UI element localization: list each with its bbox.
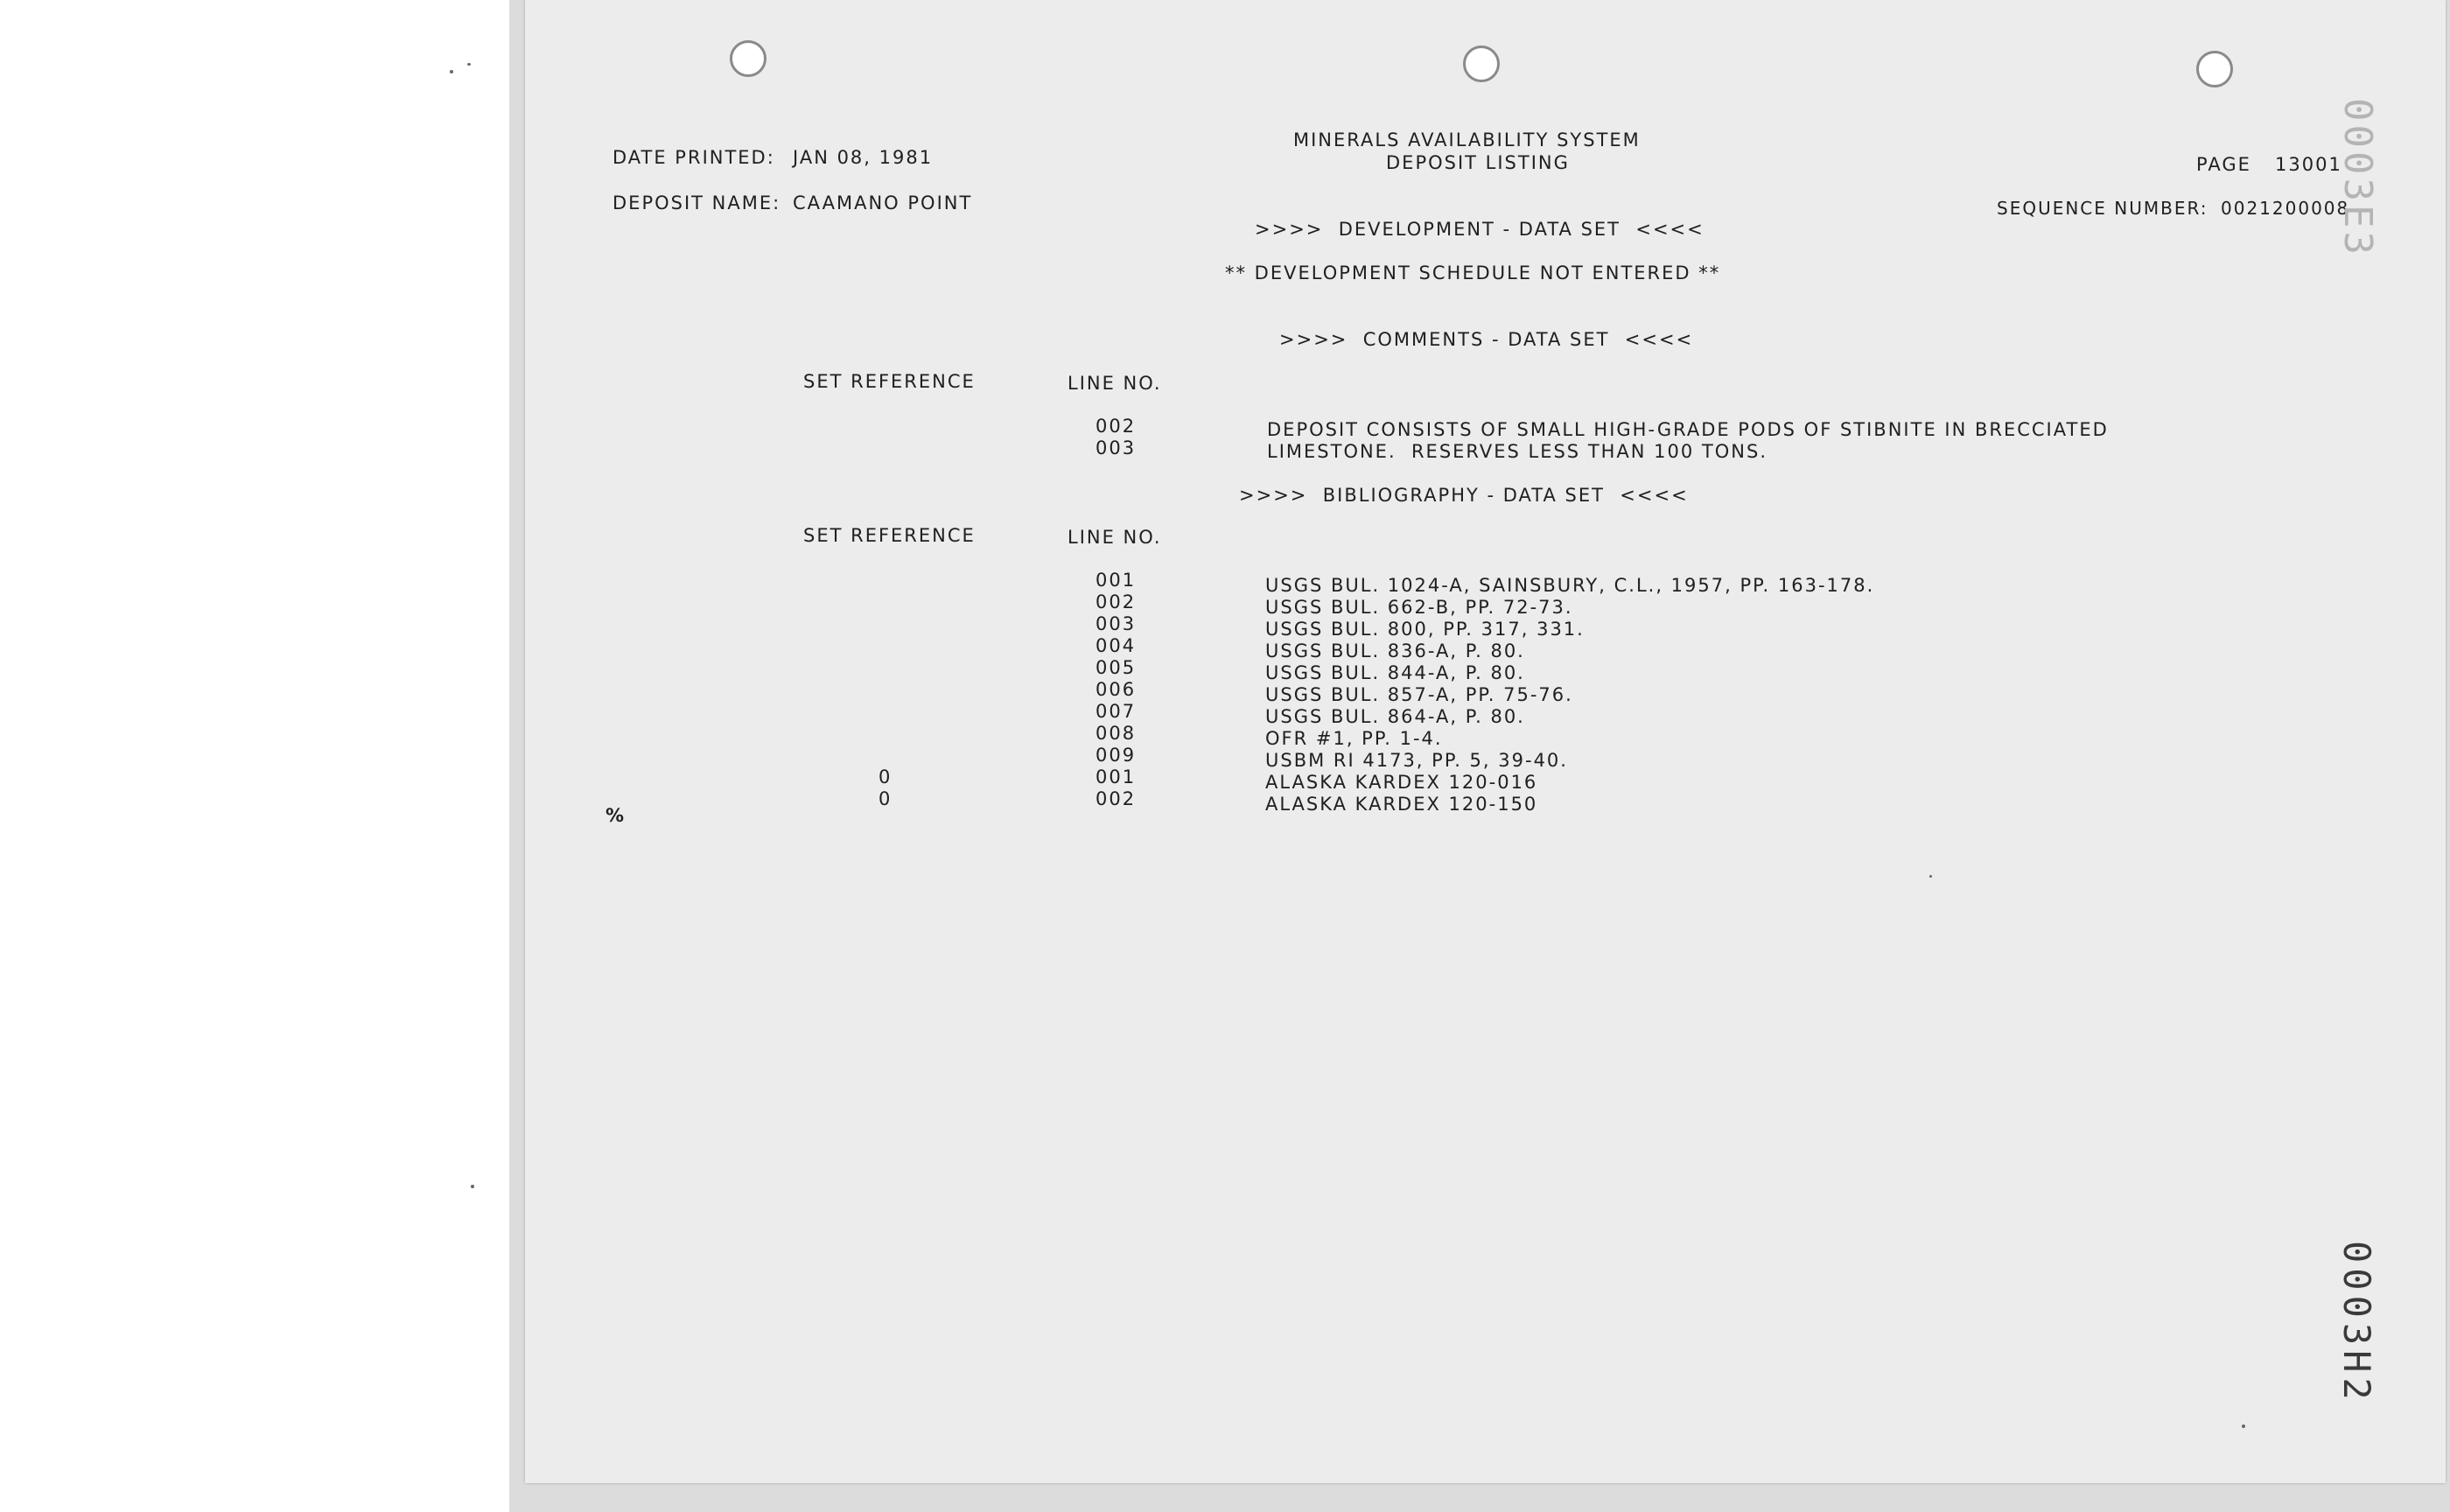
scan-speck (450, 70, 453, 74)
bibliography-set-reference: 0 (878, 788, 892, 809)
deposit-name-value: CAAMANO POINT (793, 192, 973, 214)
date-printed-value: JAN 08, 1981 (793, 147, 934, 168)
bibliography-line-no: 007 (1096, 701, 1137, 722)
date-printed-label: DATE PRINTED: (612, 147, 775, 168)
bibliography-text: USGS BUL. 864-A, P. 80. (1265, 706, 1525, 727)
document-page (525, 0, 2446, 1483)
bibliography-text: ALASKA KARDEX 120-016 (1265, 772, 1538, 793)
bibliography-set-reference (878, 635, 892, 657)
bibliography-line-no: 006 (1096, 679, 1137, 700)
bibliography-set-reference (878, 745, 892, 766)
bibliography-line-no: 001 (1096, 570, 1137, 591)
comments-line-numbers (1096, 416, 1136, 459)
deposit-name-label: DEPOSIT NAME: (612, 192, 781, 214)
bibliography-text: USGS BUL. 836-A, P. 80. (1265, 640, 1525, 662)
bibliography-text: USGS BUL. 844-A, P. 80. (1265, 662, 1525, 683)
bibliography-text: OFR #1, PP. 1-4. (1265, 728, 1443, 749)
development-note: ** DEVELOPMENT SCHEDULE NOT ENTERED ** (1225, 262, 1721, 284)
sequence-number-label: SEQUENCE NUMBER: (1997, 198, 2208, 219)
bibliography-text: USGS BUL. 800, PP. 317, 331. (1265, 619, 1585, 640)
bibliography-line-no: 005 (1096, 657, 1137, 678)
comment-line-no: 002 (1096, 416, 1137, 437)
stamp-number-bottom-right: 0003H2 (2335, 1241, 2378, 1405)
bibliography-text: USGS BUL. 857-A, PP. 75-76. (1265, 684, 1573, 705)
bibliography-set-reference (878, 613, 892, 635)
bibliography-line-no: 004 (1096, 635, 1137, 656)
bibliography-line-no: 002 (1096, 592, 1137, 612)
bibliography-text: USBM RI 4173, PP. 5, 39-40. (1265, 750, 1568, 771)
bibliography-text: USGS BUL. 662-B, PP. 72-73. (1265, 597, 1573, 618)
bibliography-line-no: 003 (1096, 613, 1137, 634)
bibliography-line-no: 001 (1096, 766, 1137, 788)
sequence-number-value: 0021200008 (2221, 198, 2350, 219)
development-heading: >>>> DEVELOPMENT - DATA SET <<<< (1255, 219, 1704, 240)
bibliography-set-reference (878, 657, 892, 679)
page-label: PAGE (2196, 154, 2251, 175)
bibliography-line-no: 009 (1096, 745, 1137, 766)
scan-speck (467, 63, 471, 66)
bibliography-set-reference (878, 679, 892, 701)
bibliography-text: ALASKA KARDEX 120-150 (1265, 794, 1538, 815)
punch-hole-center (1463, 46, 1500, 82)
comment-line-no: 003 (1096, 438, 1137, 458)
scan-speck (1929, 875, 1932, 878)
comments-col-line-no: LINE NO. (1068, 373, 1162, 394)
comment-text: DEPOSIT CONSISTS OF SMALL HIGH-GRADE PODS OF STIBNITE IN BRECCIATED (1267, 419, 2109, 440)
percent-mark: % (606, 805, 626, 826)
bibliography-set-reference (878, 723, 892, 745)
listing-title: DEPOSIT LISTING (1386, 152, 1570, 173)
bibliography-set-reference (878, 592, 892, 613)
comments-heading: >>>> COMMENTS - DATA SET <<<< (1279, 329, 1694, 350)
scan-speck (2242, 1424, 2245, 1428)
system-title: MINERALS AVAILABILITY SYSTEM (1293, 130, 1641, 150)
stamp-number-top-right: 0003E3 (2335, 98, 2380, 258)
bibliography-set-reference (878, 570, 892, 592)
bibliography-line-numbers (1096, 570, 1136, 810)
bibliography-col-line-no: LINE NO. (1068, 527, 1162, 548)
bibliography-set-reference (878, 701, 892, 723)
punch-hole-left (730, 40, 766, 77)
bibliography-set-reference: 0 (878, 766, 892, 788)
comment-text: LIMESTONE. RESERVES LESS THAN 100 TONS. (1267, 441, 1768, 462)
comments-texts (1267, 419, 2109, 463)
scan-speck (471, 1185, 474, 1188)
bibliography-col-set-reference: SET REFERENCE (803, 525, 976, 546)
punch-hole-right (2196, 51, 2233, 88)
bibliography-text: USGS BUL. 1024-A, SAINSBURY, C.L., 1957, PP. 163-178. (1265, 575, 1875, 596)
bibliography-line-no: 008 (1096, 723, 1137, 744)
comments-col-set-reference: SET REFERENCE (803, 371, 976, 392)
bibliography-heading: >>>> BIBLIOGRAPHY - DATA SET <<<< (1239, 485, 1689, 506)
page-number: 13001 (2275, 154, 2342, 175)
bibliography-texts (1265, 575, 1874, 816)
bibliography-line-no: 002 (1096, 788, 1137, 809)
bibliography-set-references (878, 570, 892, 810)
